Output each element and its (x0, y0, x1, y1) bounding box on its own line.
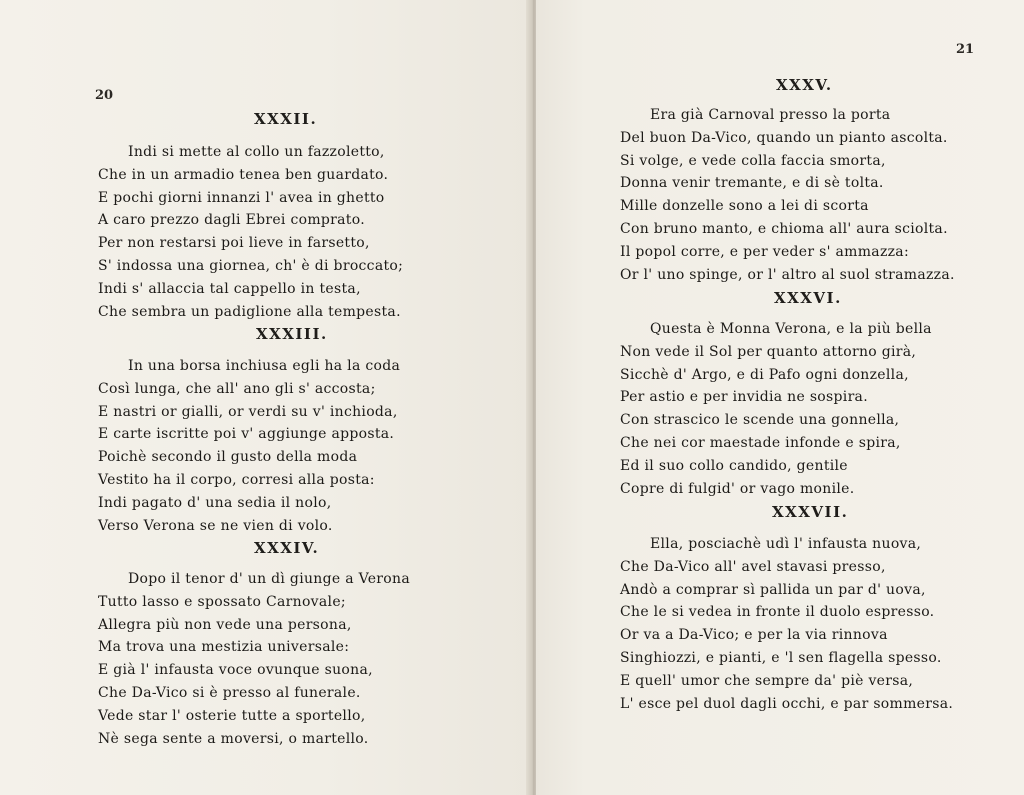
verse-line: A caro prezzo dagli Ebrei comprato. (98, 212, 365, 229)
stanza-xxxiv (98, 568, 410, 750)
verse-line: Non vede il Sol per quanto attorno girà, (620, 343, 917, 360)
stanza-number: XXXVI. (774, 289, 842, 307)
verse-line: Tutto lasso e spossato Carnovale; (98, 593, 346, 610)
verse-line: E pochi giorni innanzi l' avea in ghetto (98, 189, 385, 206)
stanza-number: XXXV. (776, 76, 833, 94)
verse-line: Indi pagato d' una sedia il nolo, (98, 494, 332, 511)
verse-line: Che Da-Vico all' avel stavasi presso, (620, 558, 886, 575)
stanza-xxxv (620, 104, 955, 286)
verse-line: Così lunga, che all' ano gli s' accosta; (98, 380, 376, 397)
verse-line: Donna venir tremante, e di sè tolta. (620, 175, 884, 192)
verse-line: Vestito ha il corpo, corresi alla posta: (98, 471, 375, 488)
verse-line: Che Da-Vico si è presso al funerale. (98, 684, 361, 701)
verse-line: E nastri or gialli, or verdi su v' inchioda, (98, 403, 398, 420)
verse-line: Mille donzelle sono a lei di scorta (620, 198, 869, 215)
verse-line: Che sembra un padiglione alla tempesta. (98, 303, 401, 320)
verse-line: Con bruno manto, e chioma all' aura sciolta. (620, 220, 948, 237)
verse-line: Ma trova una mestizia universale: (98, 639, 350, 656)
verse-line: Allegra più non vede una persona, (98, 616, 352, 633)
verse-line: E già l' infausta voce ovunque suona, (98, 662, 373, 679)
verse-line: Or l' uno spinge, or l' altro al suol stramazza. (620, 266, 955, 283)
verse-line: Che le si vedea in fronte il duolo espresso. (620, 604, 935, 621)
stanza-xxxii (98, 141, 403, 323)
stanza-number: XXXIV. (254, 539, 320, 557)
verse-line: S' indossa una giornea, ch' è di broccato; (98, 257, 404, 274)
verse-line: Per non restarsi poi lieve in farsetto, (98, 235, 370, 252)
verse-line: Andò a comprar sì pallida un par d' uova, (620, 581, 926, 598)
verse-line: Copre di fulgid' or vago monile. (620, 480, 855, 497)
stanza-number: XXXII. (254, 110, 318, 128)
verse-line: Sicchè d' Argo, e di Pafo ogni donzella, (620, 366, 909, 383)
verse-line: Che in un armadio tenea ben guardato. (98, 166, 389, 183)
verse-line: Il popol corre, e per veder s' ammazza: (620, 243, 909, 260)
verse-line: Poichè secondo il gusto della moda (98, 449, 358, 466)
verse-line: Ed il suo collo candido, gentile (620, 457, 848, 474)
verse-line: Questa è Monna Verona, e la più bella (650, 321, 932, 337)
verse-line: Or va a Da-Vico; e per la via rinnova (620, 627, 888, 644)
verse-line: Per astio e per invidia ne sospira. (620, 389, 868, 406)
stanza-xxxiii (98, 355, 400, 537)
verse-line: Con strascico le scende una gonnella, (620, 412, 900, 429)
verse-line: Indi s' allaccia tal cappello in testa, (98, 280, 361, 297)
verse-line: Si volge, e vede colla faccia smorta, (620, 152, 886, 169)
verse-line: Vede star l' osterie tutte a sportello, (98, 707, 366, 724)
verse-line: Nè sega sente a moversi, o martello. (98, 730, 369, 747)
verse-line: Singhiozzi, e pianti, e 'l sen flagella spesso. (620, 649, 942, 666)
verse-line: E quell' umor che sempre da' piè versa, (620, 672, 914, 689)
verse-line: Era già Carnoval presso la porta (650, 107, 891, 123)
verse-line: E carte iscritte poi v' aggiunge apposta. (98, 426, 395, 443)
verse-line: Del buon Da-Vico, quando un pianto ascolta. (620, 129, 948, 146)
page-number-right: 21 (956, 42, 975, 57)
stanza-xxxvi (620, 318, 932, 500)
page-number-left: 20 (95, 88, 114, 103)
verse-line: Dopo il tenor d' un dì giunge a Verona (128, 571, 410, 587)
verse-line: Verso Verona se ne vien di volo. (98, 517, 333, 534)
verse-line: L' esce pel duol dagli occhi, e par sommersa. (620, 695, 954, 712)
stanza-xxxvii (620, 533, 953, 715)
right-page (536, 0, 1024, 795)
verse-line: In una borsa inchiusa egli ha la coda (128, 358, 401, 374)
verse-line: Ella, posciachè udì l' infausta nuova, (650, 536, 922, 552)
verse-line: Che nei cor maestade infonde e spira, (620, 434, 901, 451)
stanza-number: XXXVII. (772, 503, 849, 521)
stanza-number: XXXIII. (256, 325, 328, 343)
verse-line: Indi si mette al collo un fazzoletto, (128, 144, 385, 160)
